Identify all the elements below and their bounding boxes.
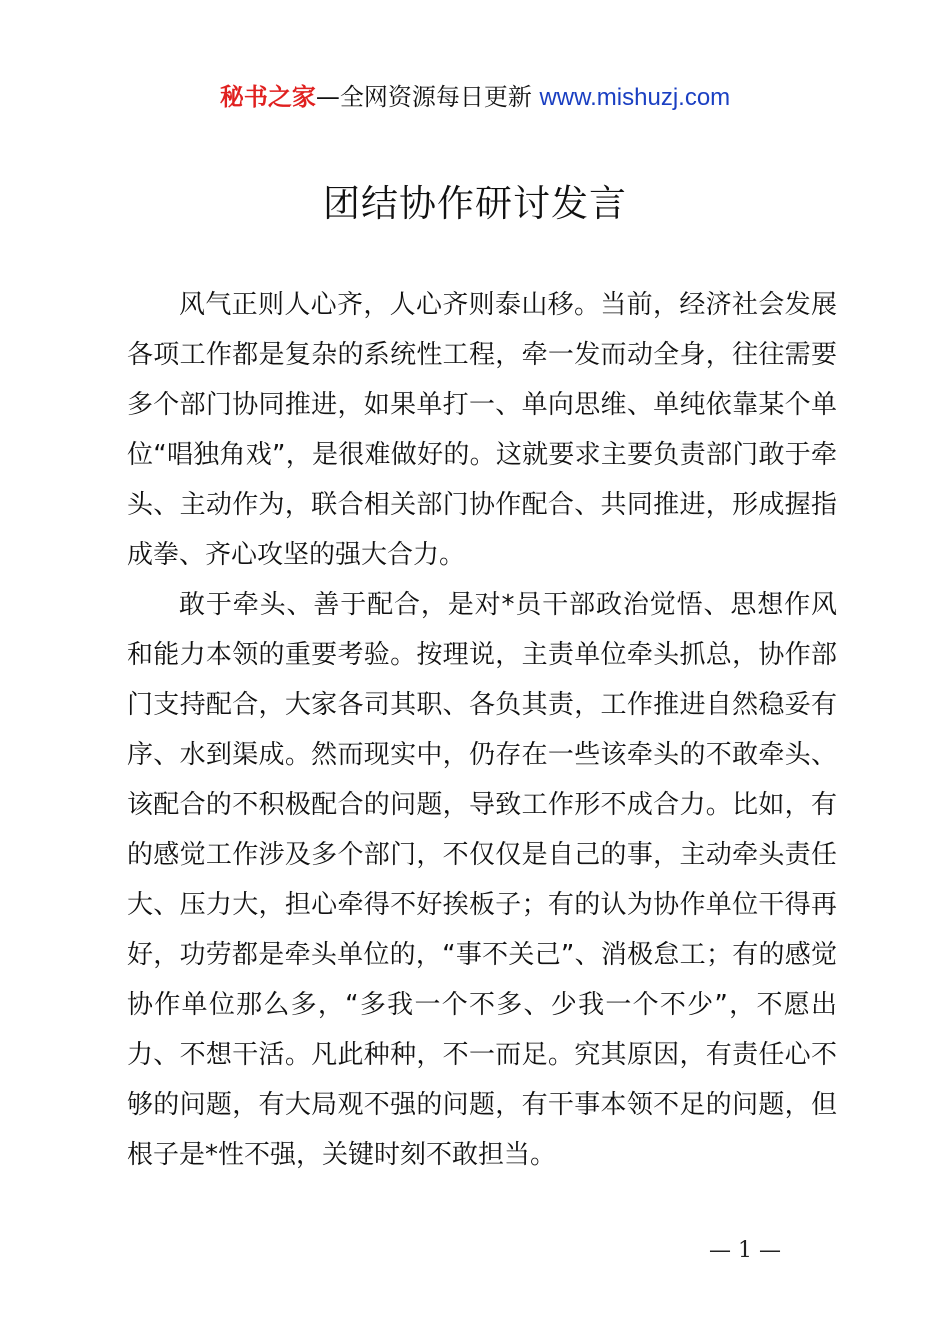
paragraph-2: 敢于牵头、善于配合，是对*员干部政治觉悟、思想作风和能力本领的重要考验。按理说，主责单位牵头抓总，协作部门支持配合，大家各司其职、各负其责，工作推进自然稳妥有序、水到渠成。然而现实中，仍存在一些该牵头的不敢牵头、该配合的不积极配合的问题，导致工作形不成合力。比如，有的感觉工作涉及多个部门，不仅仅是自己的事，主动牵头责任大、压力大，担心牵得不好挨板子；有的认为协作单位干得再好，功劳都是牵头单位的，“事不关己”、消极怠工；有的感觉协作单位那么多，“多我一个不多、少我一个不少”，不愿出力、不想干活。凡此种种，不一而足。究其原因，有责任心不够的问题，有大局观不强的问题，有干事本领不足的问题，但根子是*性不强，关键时刻不敢担当。 <box>127 590 837 1170</box>
paragraph-1: 风气正则人心齐，人心齐则泰山移。当前，经济社会发展各项工作都是复杂的系统性工程，牵一发而动全身，往往需要多个部门协同推进，如果单打一、单向思维、单纯依靠某个单位“唱独角戏”，是很难做好的。这就要求主要负责部门敢于牵头、主动作为，联合相关部门协作配合、共同推进，形成握指成拳、齐心攻坚的强大合力。 <box>127 290 837 570</box>
site-header <box>0 80 950 115</box>
document-body <box>127 280 837 1180</box>
site-url-link[interactable]: www.mishuzj.com <box>539 84 731 111</box>
site-tagline: —全网资源每日更新 <box>315 83 540 111</box>
document-title: 团结协作研讨发言 <box>323 182 627 225</box>
site-brand: 秘书之家 <box>219 83 316 111</box>
page-number: — 1 — <box>709 1238 781 1263</box>
